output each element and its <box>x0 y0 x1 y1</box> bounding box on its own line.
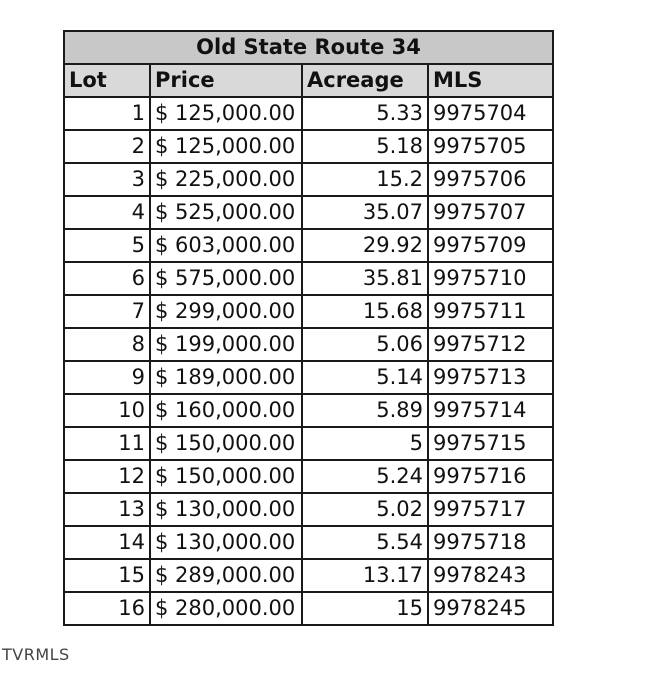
mls-cell: 9975715 <box>428 427 553 460</box>
mls-cell: 9975716 <box>428 460 553 493</box>
price-cell: $ 299,000.00 <box>150 295 302 328</box>
column-header-mls: MLS <box>428 64 553 97</box>
acreage-cell: 5.89 <box>302 394 428 427</box>
acreage-cell: 5.33 <box>302 97 428 130</box>
lot-cell: 4 <box>64 196 150 229</box>
mls-cell: 9975707 <box>428 196 553 229</box>
table-row <box>64 592 553 625</box>
price-cell: $ 225,000.00 <box>150 163 302 196</box>
price-cell: $ 130,000.00 <box>150 526 302 559</box>
lot-cell: 15 <box>64 559 150 592</box>
price-cell: $ 189,000.00 <box>150 361 302 394</box>
lot-cell: 3 <box>64 163 150 196</box>
price-cell: $ 130,000.00 <box>150 493 302 526</box>
table-row <box>64 196 553 229</box>
mls-cell: 9975710 <box>428 262 553 295</box>
lot-cell: 6 <box>64 262 150 295</box>
lot-cell: 12 <box>64 460 150 493</box>
price-cell: $ 525,000.00 <box>150 196 302 229</box>
lot-cell: 16 <box>64 592 150 625</box>
price-cell: $ 125,000.00 <box>150 130 302 163</box>
acreage-cell: 15.68 <box>302 295 428 328</box>
price-cell: $ 199,000.00 <box>150 328 302 361</box>
mls-cell: 9975704 <box>428 97 553 130</box>
table-row <box>64 328 553 361</box>
tvrmls-watermark: TVRMLS <box>2 645 70 664</box>
acreage-cell: 5.06 <box>302 328 428 361</box>
lot-price-table-container <box>63 30 552 626</box>
price-cell: $ 160,000.00 <box>150 394 302 427</box>
lot-cell: 8 <box>64 328 150 361</box>
mls-cell: 9978245 <box>428 592 553 625</box>
lot-price-table <box>63 30 554 626</box>
price-cell: $ 603,000.00 <box>150 229 302 262</box>
mls-cell: 9975705 <box>428 130 553 163</box>
price-cell: $ 289,000.00 <box>150 559 302 592</box>
column-header-acreage: Acreage <box>302 64 428 97</box>
lot-cell: 14 <box>64 526 150 559</box>
price-cell: $ 280,000.00 <box>150 592 302 625</box>
mls-cell: 9975718 <box>428 526 553 559</box>
table-row <box>64 394 553 427</box>
table-row <box>64 229 553 262</box>
table-row <box>64 262 553 295</box>
table-row <box>64 559 553 592</box>
acreage-cell: 5.14 <box>302 361 428 394</box>
table-row <box>64 130 553 163</box>
table-row <box>64 97 553 130</box>
mls-cell: 9975713 <box>428 361 553 394</box>
price-cell: $ 150,000.00 <box>150 460 302 493</box>
table-body <box>64 97 553 625</box>
acreage-cell: 29.92 <box>302 229 428 262</box>
mls-cell: 9975712 <box>428 328 553 361</box>
acreage-cell: 15.2 <box>302 163 428 196</box>
table-row <box>64 361 553 394</box>
column-header-lot: Lot <box>64 64 150 97</box>
mls-cell: 9975717 <box>428 493 553 526</box>
lot-cell: 10 <box>64 394 150 427</box>
lot-cell: 2 <box>64 130 150 163</box>
table-row <box>64 295 553 328</box>
lot-cell: 11 <box>64 427 150 460</box>
table-title: Old State Route 34 <box>64 31 553 64</box>
lot-cell: 9 <box>64 361 150 394</box>
price-cell: $ 575,000.00 <box>150 262 302 295</box>
mls-cell: 9978243 <box>428 559 553 592</box>
table-row <box>64 526 553 559</box>
lot-cell: 5 <box>64 229 150 262</box>
table-row <box>64 427 553 460</box>
table-row <box>64 163 553 196</box>
lot-cell: 7 <box>64 295 150 328</box>
acreage-cell: 5.02 <box>302 493 428 526</box>
mls-cell: 9975709 <box>428 229 553 262</box>
acreage-cell: 5.54 <box>302 526 428 559</box>
acreage-cell: 5.24 <box>302 460 428 493</box>
acreage-cell: 35.81 <box>302 262 428 295</box>
table-row <box>64 493 553 526</box>
mls-cell: 9975706 <box>428 163 553 196</box>
price-cell: $ 150,000.00 <box>150 427 302 460</box>
lot-cell: 1 <box>64 97 150 130</box>
price-cell: $ 125,000.00 <box>150 97 302 130</box>
mls-cell: 9975711 <box>428 295 553 328</box>
acreage-cell: 15 <box>302 592 428 625</box>
lot-cell: 13 <box>64 493 150 526</box>
column-header-price: Price <box>150 64 302 97</box>
acreage-cell: 13.17 <box>302 559 428 592</box>
acreage-cell: 35.07 <box>302 196 428 229</box>
mls-cell: 9975714 <box>428 394 553 427</box>
table-row <box>64 460 553 493</box>
acreage-cell: 5.18 <box>302 130 428 163</box>
acreage-cell: 5 <box>302 427 428 460</box>
